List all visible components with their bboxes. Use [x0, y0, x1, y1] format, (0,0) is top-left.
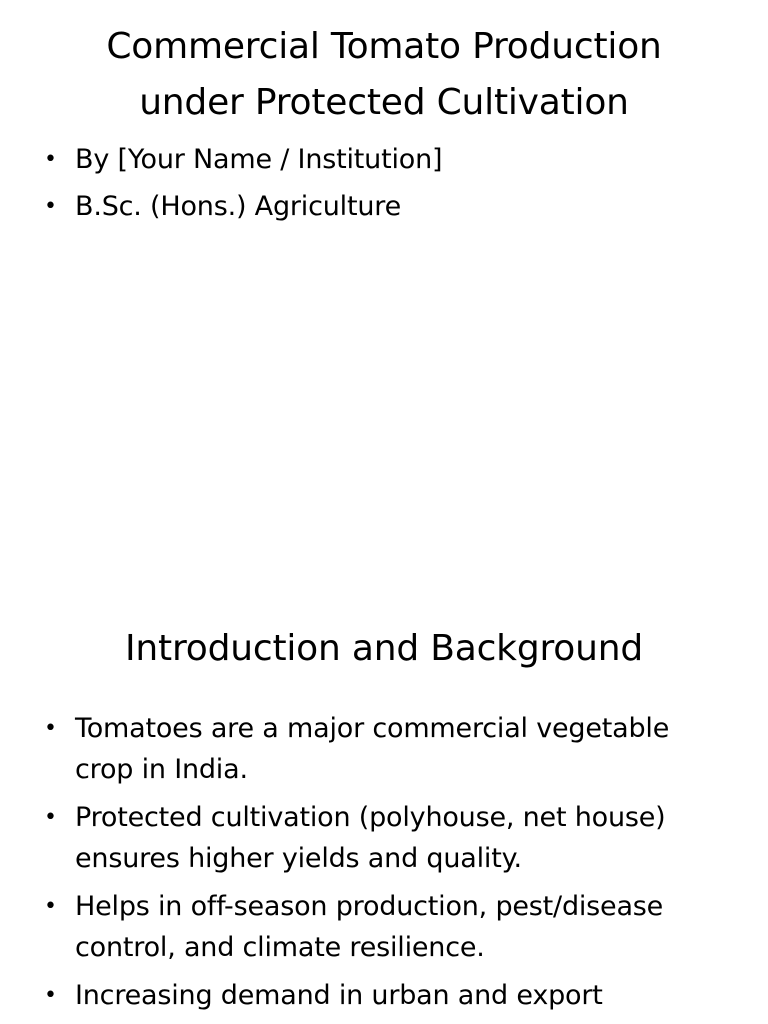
bullet-text: Tomatoes are a major commercial vegetable crop in India. — [75, 713, 670, 785]
bullet-text: B.Sc. (Hons.) Agriculture — [75, 191, 401, 222]
bullet-text: Helps in off-season production, pest/disease control, and climate resilience. — [75, 891, 664, 963]
bullet-icon: • — [44, 805, 57, 830]
bullet-icon: • — [44, 894, 57, 919]
bullet-icon: • — [44, 147, 57, 172]
bullet-icon: • — [44, 194, 57, 219]
slide-title: Introduction and Background — [125, 628, 643, 669]
bullet-text: By [Your Name / Institution] — [75, 144, 443, 175]
bullet-icon: • — [44, 983, 57, 1008]
slide-title — [0, 0, 768, 131]
introduction-slide — [0, 560, 768, 1024]
bullet-icon: • — [44, 716, 57, 741]
bullet-list — [0, 708, 768, 1016]
list-item — [0, 886, 768, 968]
bullet-text: Increasing demand in urban and export — [75, 980, 603, 1011]
list-item — [0, 186, 768, 227]
list-item — [0, 975, 768, 1016]
bullet-text: Protected cultivation (polyhouse, net house) ensures higher yields and quality. — [75, 802, 666, 874]
bullet-list — [0, 139, 768, 227]
list-item — [0, 708, 768, 790]
list-item — [0, 139, 768, 180]
title-line-1: Commercial Tomato Production — [106, 26, 662, 67]
title-line-2: under Protected Cultivation — [139, 82, 629, 123]
list-item — [0, 797, 768, 879]
